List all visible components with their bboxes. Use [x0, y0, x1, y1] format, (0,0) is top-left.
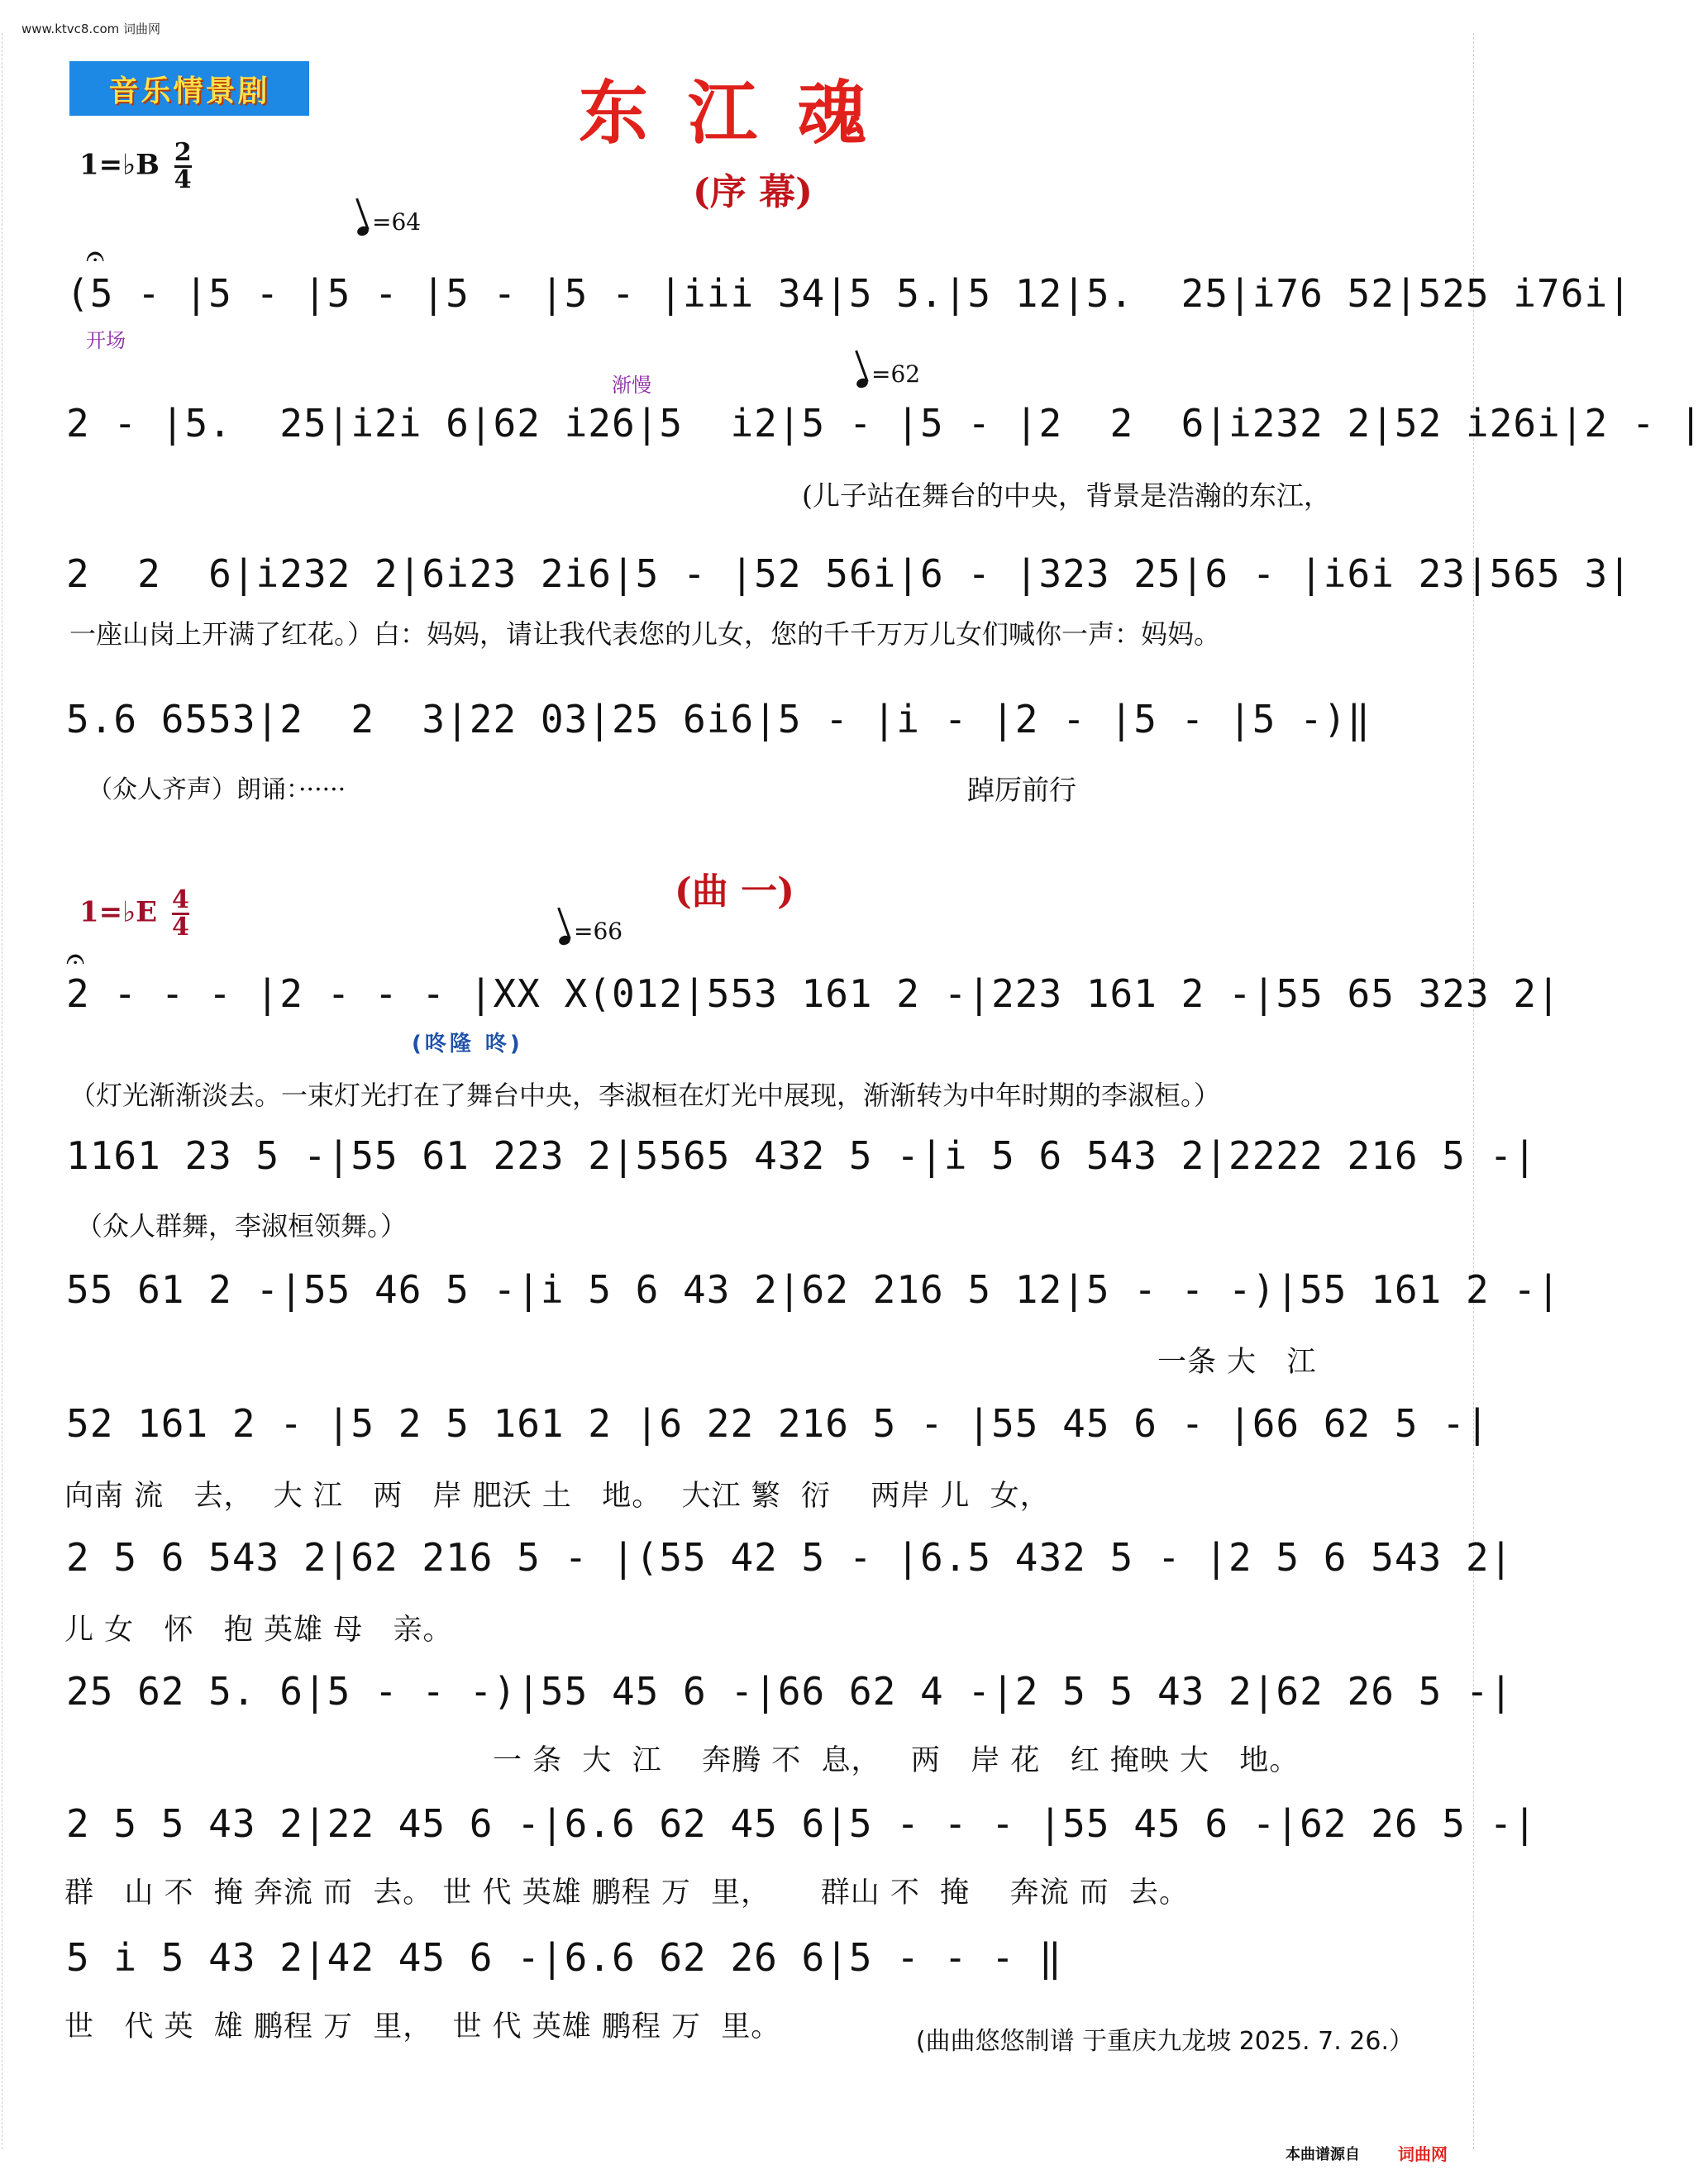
song1-key: 1=♭E [79, 895, 158, 929]
prelude-stage-direction-2: 一座山岗上开满了红花。）白：妈妈，请让我代表您的儿女，您的千千万万儿女们喊你一声：妈妈。 [69, 618, 1221, 650]
score-credit: (曲曲悠悠制谱 于重庆九龙坡 2025. 7. 26.） [915, 2027, 1414, 2056]
brand-link[interactable]: 词曲网 [1398, 2144, 1448, 2164]
tempo-value: =66 [574, 918, 623, 945]
song1-tempo [559, 918, 623, 945]
left-watermark-strip [2, 33, 17, 2149]
prelude-tempo-2 [856, 360, 920, 388]
song1-stage-direction-2: （众人群舞，李淑桓领舞。） [76, 1210, 408, 1242]
quarter-note-icon [356, 225, 370, 237]
fermata-icon: 𝄐 [86, 237, 105, 275]
source-label: 本曲谱源自 [1286, 2146, 1360, 2163]
mark-opening: 开场 [86, 329, 126, 352]
fermata-icon: 𝄐 [66, 940, 85, 978]
song1-time-signature [171, 885, 189, 942]
drum-label: (咚隆 咚) [412, 1032, 523, 1056]
prelude-tempo-1 [357, 208, 421, 236]
song1-lyric-line-6: 世 代 英 雄 鹏程 万 里， 世 代 英雄 鹏程 万 里。 [64, 2010, 781, 2043]
tempo-value: =62 [871, 360, 921, 388]
song1-notation-line-7: 2 5 5 43 2|22 45 6 -|6.6 62 45 6|5 - - - |55 45 6 -|62 26 5 -| [66, 1801, 1538, 1846]
tempo-value: =64 [372, 208, 422, 236]
time-denominator: 4 [174, 165, 192, 194]
prelude-notation-line-2: 2 - |5. 25|i2i 6|62 i26|5 i2|5 - |5 - |2 2 6|i232 2|52 i26i|2 - | [66, 401, 1703, 446]
song1-notation-line-6: 25 62 5. 6|5 - - -)|55 45 6 -|66 62 4 -|2 5 5 43 2|62 26 5 -| [66, 1669, 1514, 1714]
prelude-time-signature [174, 138, 192, 194]
prelude-stage-direction-1: (儿子站在舞台的中央，背景是浩瀚的东江， [802, 479, 1331, 512]
prelude-stage-direction-3: （众人齐声）朗诵：······ [88, 775, 346, 804]
song1-key-signature [79, 885, 189, 942]
song1-lyric-line-5: 群 山 不 掩 奔流 而 去。 世 代 英雄 鹏程 万 里， 群山 不 掩 奔流 而 去。 [64, 1876, 1190, 1910]
song1-stage-direction-1: （灯光渐渐淡去。一束灯光打在了舞台中央，李淑桓在灯光中展现，渐渐转为中年时期的李淑桓。） [69, 1080, 1221, 1111]
prelude-key-signature [79, 138, 192, 194]
time-numerator: 2 [174, 138, 192, 167]
song1-notation-line-4: 52 161 2 - |5 2 5 161 2 |6 22 216 5 - |55 45 6 - |66 62 5 -| [66, 1401, 1490, 1446]
time-denominator: 4 [171, 913, 189, 942]
genre-label: 音乐情景剧 [108, 74, 270, 108]
song1-notation-line-3: 55 61 2 -|55 46 5 -|i 5 6 43 2|62 216 5 12|5 - - -)|55 161 2 -| [66, 1267, 1561, 1312]
prelude-stage-direction-3b: 踔厉前行 [967, 774, 1076, 806]
genre-badge [69, 61, 309, 116]
song1-notation-line-1: 2 - - - |2 - - - |XX X(012|553 161 2 -|223 161 2 -|55 65 323 2| [66, 971, 1561, 1016]
song1-notation-line-2: 1161 23 5 -|55 61 223 2|5565 432 5 -|i 5 6 543 2|2222 216 5 -| [66, 1133, 1538, 1178]
prelude-notation-line-1: (5 - |5 - |5 - |5 - |5 - |iii 34|5 5.|5 12|5. 25|i76 52|525 i76i| [66, 271, 1632, 316]
song1-lyric-line-3: 儿 女 怀 抱 英雄 母 亲。 [64, 1614, 453, 1647]
song1-title: (曲 一) [675, 870, 794, 913]
song1-lyric-line-1: 一条 大 江 [1157, 1346, 1317, 1379]
time-numerator: 4 [171, 885, 189, 914]
site-url[interactable]: www.ktvc8.com 词曲网 [21, 21, 161, 36]
prelude-key: 1=♭B [79, 148, 160, 182]
song-title: 东江魂 [579, 72, 907, 154]
song1-notation-line-5: 2 5 6 543 2|62 216 5 - |(55 42 5 - |6.5 432 5 - |2 5 6 543 2| [66, 1535, 1514, 1580]
prelude-title: (序 幕) [693, 171, 813, 213]
quarter-note-icon [558, 934, 572, 947]
quarter-note-icon [856, 377, 870, 389]
mark-ritardando: 渐慢 [612, 374, 651, 397]
song1-notation-line-8: 5 i 5 43 2|42 45 6 -|6.6 62 26 6|5 - - - ‖ [66, 1935, 1063, 1980]
song1-lyric-line-4: 一 条 大 江 奔腾 不 息， 两 岸 花 红 掩映 大 地。 [493, 1744, 1300, 1777]
song1-lyric-line-2: 向南 流 去， 大 江 两 岸 肥沃 土 地。 大江 繁 衍 两岸 儿 女， [64, 1480, 1050, 1513]
prelude-notation-line-4: 5.6 6553|2 2 3|22 03|25 6i6|5 - |i - |2 - |5 - |5 -)‖ [66, 697, 1371, 742]
prelude-notation-line-3: 2 2 6|i232 2|6i23 2i6|5 - |52 56i|6 - |323 25|6 - |i6i 23|565 3| [66, 551, 1632, 596]
